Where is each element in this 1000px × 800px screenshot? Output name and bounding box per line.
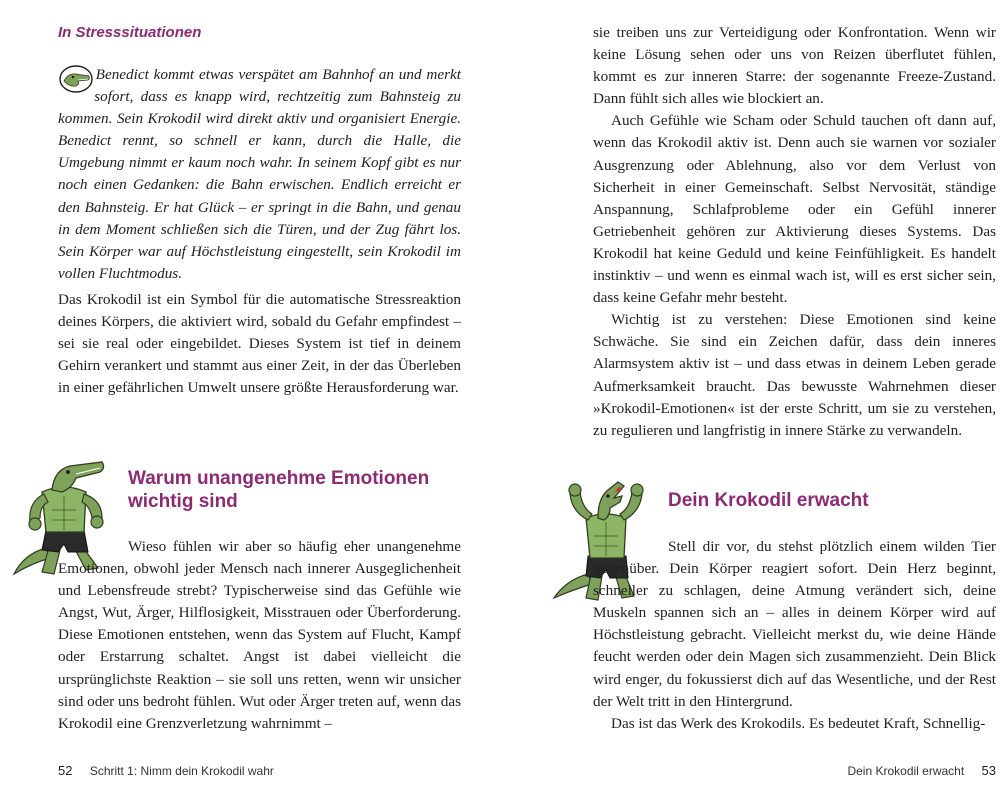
- right-text-block-bottom: [593, 536, 996, 735]
- right-text-block-top: [593, 22, 996, 442]
- paragraph-continuation: sie treiben uns zur Verteidigung oder Konfrontation. Wenn wir keine Lösung sehen oder uns von Reizen überflutet fühlen, kommt es zur inneren Starre: der sogenannte Freeze-Zustand. Dann fühlt sich alles wie blockiert an.: [593, 24, 996, 108]
- paragraph-shame-guilt: Auch Gefühle wie Scham oder Schuld tauchen oft dann auf, wenn das Krokodil aktiv ist. Denn auch sie warnen vor sozialer Ausgrenzung oder Ablehnung, also vor dem Verlust von Sicherheit in einer Gemeinschaft. Selbst Nervosität, ständige Anspannung, Schlafprobleme oder ein Gefühl innerer Getriebenheit gehören zur Aktivierung dieses Systems. Das Krokodil hat keine Geduld und keine Feinfühligkeit. Es handelt instinktiv – und wenn es einmal wach ist, will es erst sicher sein, dass keine Gefahr mehr besteht.: [593, 112, 996, 307]
- story-text: Benedict kommt etwas verspätet am Bahnhof an und merkt sofort, dass es knapp wird, rechtzeitig zum Bahnsteig zu kommen. Sein Krokodil wird direkt aktiv und organisiert Energie. Benedict rennt, so schnell er kann, durch die Halle, die Umgebung nimmt er kaum noch wahr. In seinem Kopf gibt es nur noch einen Gedanken: die Bahn erwischen. Endlich erreicht er den Bahnsteig. Er hat Glück – er springt in die Bahn, und genau in dem Moment schließen sich die Türen, und der Zug fährt los. Sein Körper war auf Höchstleistung eingestellt, sein Krokodil im vollen Fluchtmodus.: [58, 66, 461, 282]
- right-page: [500, 0, 1000, 800]
- page-number-left: 52: [58, 763, 73, 778]
- page-number-right: 53: [981, 763, 996, 778]
- paragraph-text: Das Krokodil ist ein Symbol für die automatische Stressreaktion deines Körpers, die aktiviert wird, sobald du Gefahr empfindest – sei sie real oder eingebildet. Dieses System ist tief in deinem Gehirn verankert und stammt aus einer Zeit, in der das Überleben in einer gefährlichen Umwelt unsere größte Herausforderung war.: [58, 291, 461, 397]
- section-heading-crocodile-awakens: Dein Krokodil erwacht: [668, 490, 869, 511]
- paragraph-wild-animal: Stell dir vor, du stehst plötzlich einem wilden Tier gegenüber. Dein Körper reagiert sofort. Dein Herz beginnt, schneller zu schlagen, deine Atmung verändert sich, deine Muskeln spannen sich an – alles in deinem Körper wird auf Höchstleistung gebracht. Vielleicht merkst du, wie deine Hände feucht werden oder dein Magen sich zusammenzieht. Dein Blick wird enger, du fokussierst dich auf das Wesentliche, und der Rest der Welt tritt in den Hintergrund.: [593, 538, 996, 710]
- paragraph-important: Wichtig ist zu verstehen: Diese Emotionen sind keine Schwäche. Sie sind ein Zeichen dafür, dass dein inneres Alarmsystem aktiv ist – und dass etwas in deinem Leben gerade Aufmerksamkeit braucht. Das bewusste Wahrnehmen dieser »Krokodil-Emotionen« ist der erste Schritt, um sie zu verstehen, zu regulieren und langfristig in innere Stärke zu verwandeln.: [593, 311, 996, 439]
- paragraph-text: Wieso fühlen wir aber so häufig eher unangenehme Emotionen, obwohl jeder Mensch nach innerer Ausgeglichenheit und Lebensfreude strebt? Typischerweise sind das Gefühle wie Angst, Wut, Ärger, Hilflosigkeit, Misstrauen oder Überforderung. Diese Emotionen entstehen, wenn das System auf Flucht, Kampf oder Erstarrung schaltet. Angst ist dabei vielleicht die ursprünglichste Reaktion – sie soll uns retten, wenn wir unsicher sind oder uns bedroht fühlen. Wut oder Ärger treten auf, wenn das Krokodil eine Grenzverletzung wahrnimmt –: [58, 538, 461, 732]
- running-head-left: Schritt 1: Nimm dein Krokodil wahr: [89, 764, 274, 778]
- paragraph-work-of-crocodile: Das ist das Werk des Krokodils. Es bedeutet Kraft, Schnellig-: [611, 714, 986, 732]
- crocodile-badge-icon: [58, 64, 94, 94]
- right-footer: [847, 763, 996, 778]
- subhead-stress-situations: In Stresssituationen: [58, 24, 202, 41]
- section-heading-unpleasant-emotions: Warum unangenehme Emotionen wichtig sind: [128, 468, 430, 512]
- story-block: [58, 64, 461, 285]
- paragraph-why-unpleasant: [58, 536, 461, 735]
- running-head-right: Dein Krokodil erwacht: [847, 764, 965, 778]
- paragraph-crocodile-symbol: [58, 289, 461, 399]
- left-footer: [58, 763, 274, 778]
